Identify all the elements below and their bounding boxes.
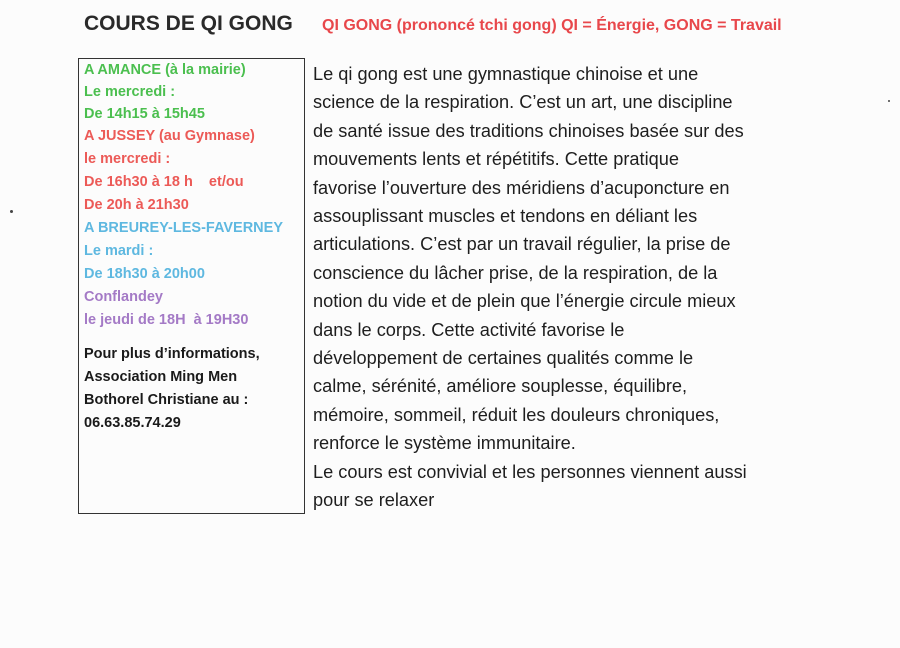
description-line: Le cours est convivial et les personnes viennent aussi	[313, 461, 747, 482]
description-line: développement de certaines qualités comme le	[313, 348, 694, 369]
conflandey-place: Conflandey	[84, 289, 163, 305]
amance-day: Le mercredi :	[84, 84, 176, 100]
contact-line-3: Bothorel Christiane au :	[84, 392, 249, 408]
description-line: de santé issue des traditions chinoises basée sur des	[313, 120, 744, 141]
breurey-day: Le mardi :	[84, 243, 154, 259]
paper-speck	[10, 210, 13, 213]
description-line: assouplissant muscles et tendons en déliant les	[313, 206, 698, 227]
page-title: COURS DE QI GONG	[84, 12, 293, 35]
jussey-day: le mercredi :	[84, 151, 171, 167]
contact-line-1: Pour plus d’informations,	[84, 346, 260, 362]
description-line: pour se relaxer	[313, 490, 435, 511]
amance-time: De 14h15 à 15h45	[84, 106, 205, 122]
page-subtitle: QI GONG (prononcé tchi gong) QI = Énergie, GONG = Travail	[322, 17, 782, 34]
jussey-place: A JUSSEY (au Gymnase)	[84, 128, 255, 144]
amance-place: A AMANCE (à la mairie)	[84, 62, 246, 78]
description-line: dans le corps. Cette activité favorise le	[313, 319, 625, 340]
description-line: conscience du lâcher prise, de la respiration, de la	[313, 262, 718, 283]
description-line: notion du vide et de plein que l’énergie circule mieux	[313, 291, 736, 312]
description-line: calme, sérénité, améliore souplesse, équilibre,	[313, 376, 688, 397]
contact-line-2: Association Ming Men	[84, 369, 238, 385]
description-line: renforce le système immunitaire.	[313, 433, 576, 454]
contact-phone: 06.63.85.74.29	[84, 415, 181, 431]
breurey-time: De 18h30 à 20h00	[84, 266, 205, 282]
description-line: Le qi gong est une gymnastique chinoise et une	[313, 64, 699, 84]
schedule-box	[78, 58, 305, 514]
description-text	[313, 60, 893, 515]
conflandey-time: le jeudi de 18H à 19H30	[84, 312, 249, 328]
jussey-time-1: De 16h30 à 18 h et/ou	[84, 174, 244, 190]
description-line: favorise l’ouverture des méridiens d’acuponcture en	[313, 177, 730, 198]
description-line: articulations. C’est par un travail régulier, la prise de	[313, 234, 731, 255]
description-line: mouvements lents et répétitifs. Cette pratique	[313, 149, 679, 170]
breurey-place: A BREUREY-LES-FAVERNEY	[84, 220, 283, 236]
jussey-time-2: De 20h à 21h30	[84, 197, 189, 213]
description-line: mémoire, sommeil, réduit les douleurs chroniques,	[313, 404, 720, 425]
description-line: science de la respiration. C’est un art, une discipline	[313, 92, 733, 113]
paper-speck	[888, 100, 890, 102]
